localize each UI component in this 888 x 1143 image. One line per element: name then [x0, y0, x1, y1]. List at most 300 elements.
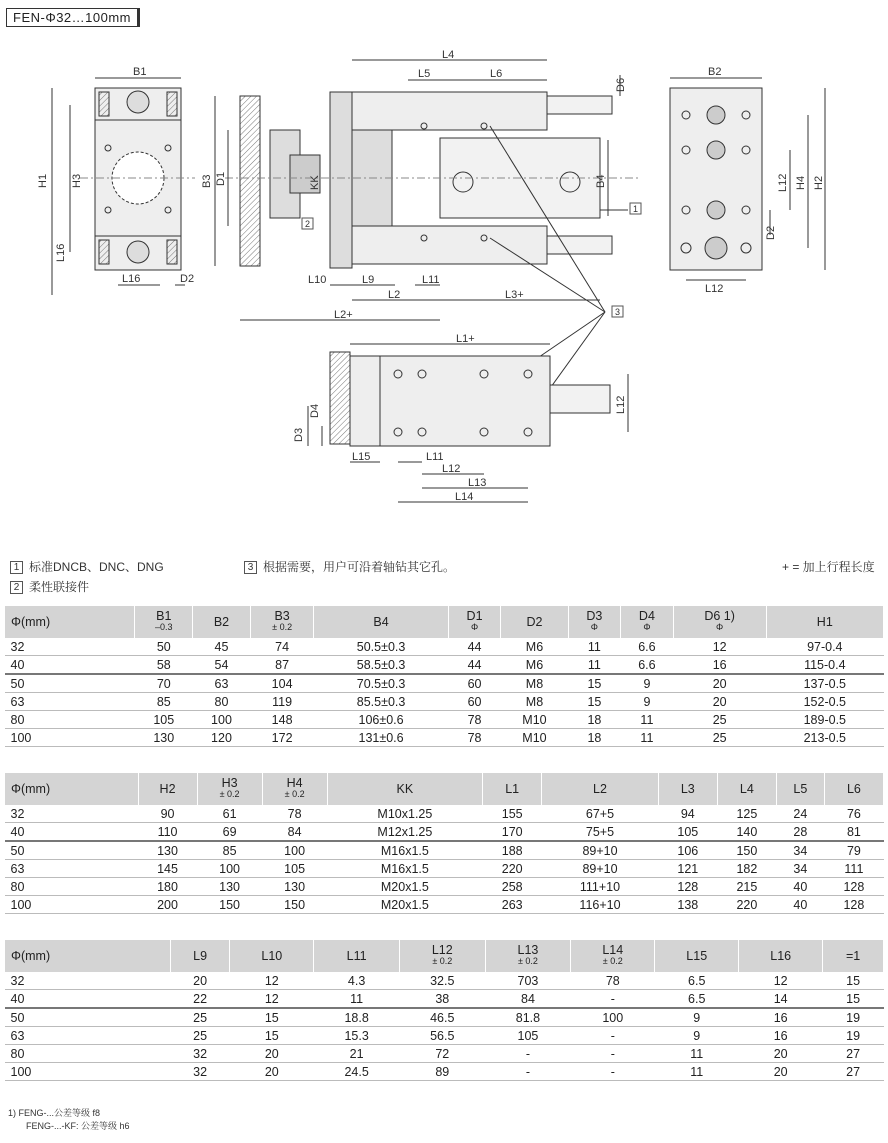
- header-sublabel: Φ: [643, 622, 651, 632]
- table-cell: 28: [776, 823, 824, 842]
- table-cell: 11: [568, 638, 621, 656]
- table-cell: 75+5: [542, 823, 659, 842]
- table-row: [5, 1063, 884, 1081]
- header-cell: [571, 940, 655, 972]
- table-cell: 78: [571, 972, 655, 990]
- header-label: L3: [680, 781, 695, 796]
- table-cell: 100: [197, 860, 262, 878]
- table-row: [5, 638, 884, 656]
- table-cell: 89+10: [542, 841, 659, 860]
- table-cell: 11: [314, 990, 400, 1009]
- header-sublabel: ± 0.2: [517, 956, 538, 966]
- table-cell: 105: [658, 823, 717, 842]
- table-cell: 111: [824, 860, 883, 878]
- table-cell: 20: [673, 693, 766, 711]
- table-cell: 106±0.6: [314, 711, 448, 729]
- dim-d3: D3: [293, 427, 305, 442]
- table-cell: 105: [135, 711, 193, 729]
- dim-d1: D1: [215, 171, 227, 186]
- table-cell: M16x1.5: [327, 841, 483, 860]
- table-cell: -: [571, 1045, 655, 1063]
- table-cell: 72: [399, 1045, 485, 1063]
- header-cell: [739, 940, 823, 972]
- header-label: L15: [686, 948, 708, 963]
- dim-b1-left: B1: [133, 66, 147, 78]
- table-cell: 38: [399, 990, 485, 1009]
- table-cell: 155: [483, 805, 542, 823]
- legend-item-1: 1 标准DNCB、DNC、DNG: [10, 558, 164, 575]
- dim-l13: L13: [468, 477, 487, 489]
- spec-table-3: [4, 940, 884, 1081]
- table-cell: 100: [5, 1063, 171, 1081]
- header-sublabel: ± 0.2: [432, 956, 453, 966]
- header-label: D3: [586, 609, 603, 623]
- header-cell: [193, 606, 251, 638]
- table-cell: 81.8: [485, 1008, 571, 1027]
- header-label: H1: [816, 614, 833, 629]
- header-label: L5: [793, 781, 808, 796]
- table-cell: 70: [135, 674, 193, 693]
- table-cell: 150: [717, 841, 776, 860]
- table-cell: 12: [230, 990, 314, 1009]
- header-cell: [621, 606, 674, 638]
- table-cell: 34: [776, 841, 824, 860]
- header-label: L6: [846, 781, 861, 796]
- dim-b3: B3: [201, 174, 213, 188]
- table-cell: 25: [673, 729, 766, 747]
- table-cell: 18: [568, 711, 621, 729]
- header-sublabel: Φ: [716, 622, 724, 632]
- table-cell: 100: [5, 896, 139, 914]
- header-cell: [766, 606, 883, 638]
- table-cell: 180: [138, 878, 197, 896]
- table-row: [5, 823, 884, 842]
- header-label: L11: [346, 948, 367, 963]
- table-cell: 189-0.5: [766, 711, 883, 729]
- table-cell: 50.5±0.3: [314, 638, 448, 656]
- table-cell: 32: [5, 972, 171, 990]
- table-cell: 76: [824, 805, 883, 823]
- table-cell: 60: [448, 674, 501, 693]
- table-cell: 140: [717, 823, 776, 842]
- table-cell: 40: [5, 823, 139, 842]
- header-label: L9: [193, 948, 208, 963]
- table-cell: 12: [230, 972, 314, 990]
- header-cell: [5, 606, 135, 638]
- header-label: L1: [505, 781, 520, 796]
- header-sublabel: –0.3: [155, 622, 173, 632]
- table-cell: 46.5: [399, 1008, 485, 1027]
- table-cell: 81: [824, 823, 883, 842]
- table-cell: 15.3: [314, 1027, 400, 1045]
- table-cell: 25: [170, 1008, 229, 1027]
- table-cell: 15: [230, 1008, 314, 1027]
- table-cell: 130: [138, 841, 197, 860]
- table-cell: 100: [571, 1008, 655, 1027]
- table-cell: 137-0.5: [766, 674, 883, 693]
- header-cell: [485, 940, 571, 972]
- table-cell: 32.5: [399, 972, 485, 990]
- header-cell: [542, 773, 659, 805]
- table-cell: 34: [776, 860, 824, 878]
- header-cell: [673, 606, 766, 638]
- table-cell: 150: [197, 896, 262, 914]
- table-cell: 111+10: [542, 878, 659, 896]
- dim-b4: B4: [595, 174, 607, 188]
- table-cell: 74: [250, 638, 314, 656]
- table-cell: 220: [483, 860, 542, 878]
- table-cell: 170: [483, 823, 542, 842]
- table-cell: 84: [485, 990, 571, 1009]
- table-cell: 215: [717, 878, 776, 896]
- table-row: [5, 990, 884, 1009]
- header-cell: [5, 940, 171, 972]
- header-label: H2: [159, 781, 176, 796]
- dim-l2: L2: [388, 289, 401, 301]
- table-cell: 15: [230, 1027, 314, 1045]
- table-cell: 80: [5, 711, 135, 729]
- table-cell: 11: [655, 1063, 739, 1081]
- dim-l15: L15: [352, 451, 371, 463]
- table-cell: 50: [5, 841, 139, 860]
- table-cell: 188: [483, 841, 542, 860]
- table-row: [5, 805, 884, 823]
- table-cell: 85: [197, 841, 262, 860]
- dim-h3: H3: [71, 173, 83, 188]
- table-cell: M8: [501, 693, 568, 711]
- table-cell: 44: [448, 656, 501, 675]
- legend-item-3: 3 根据需要，用户可沿着轴钻其它孔。: [244, 558, 455, 575]
- technical-drawing: [0, 30, 888, 530]
- table-row: [5, 656, 884, 675]
- header-cell: [262, 773, 327, 805]
- table-cell: M8: [501, 674, 568, 693]
- table-cell: 67+5: [542, 805, 659, 823]
- dim-l16-vert: L16: [55, 243, 67, 262]
- header-cell: [314, 606, 448, 638]
- dim-l1: L1+: [456, 333, 475, 345]
- header-label: L2: [593, 781, 607, 796]
- table-cell: 97-0.4: [766, 638, 883, 656]
- header-label: Φ(mm): [11, 781, 51, 796]
- table-row: [5, 674, 884, 693]
- table-row: [5, 896, 884, 914]
- dim-l11-top: L11: [426, 451, 444, 463]
- table-cell: -: [485, 1045, 571, 1063]
- table-cell: 6.5: [655, 990, 739, 1009]
- dim-h1: H1: [37, 173, 49, 188]
- table-cell: 22: [170, 990, 229, 1009]
- header-cell: [170, 940, 229, 972]
- header-label: H4: [286, 776, 303, 790]
- table-row: [5, 860, 884, 878]
- table-cell: 25: [673, 711, 766, 729]
- table-cell: M12x1.25: [327, 823, 483, 842]
- header-sublabel: ± 0.2: [219, 789, 240, 799]
- table-cell: 87: [250, 656, 314, 675]
- table-cell: 120: [193, 729, 251, 747]
- table-cell: 19: [823, 1008, 884, 1027]
- table-cell: 24.5: [314, 1063, 400, 1081]
- callout-3: 3: [615, 307, 621, 317]
- table-cell: 32: [170, 1045, 229, 1063]
- header-cell: [448, 606, 501, 638]
- table-cell: 69: [197, 823, 262, 842]
- table-cell: 40: [776, 878, 824, 896]
- table-cell: 15: [568, 674, 621, 693]
- table-cell: 138: [658, 896, 717, 914]
- table-row: [5, 693, 884, 711]
- header-sublabel: Φ: [590, 622, 598, 632]
- table-cell: 11: [621, 729, 674, 747]
- page-title: FEN-Φ32…100mm: [6, 8, 140, 27]
- dim-d2-left: D2: [180, 273, 195, 285]
- legend-plus-note: + = 加上行程长度: [782, 560, 875, 574]
- dim-l10: L10: [308, 274, 327, 286]
- table-cell: 12: [739, 972, 823, 990]
- table-cell: M10: [501, 729, 568, 747]
- table-cell: 85.5±0.3: [314, 693, 448, 711]
- table-cell: 15: [823, 972, 884, 990]
- table-cell: 25: [170, 1027, 229, 1045]
- header-cell: [135, 606, 193, 638]
- table-cell: 80: [193, 693, 251, 711]
- table-cell: 130: [197, 878, 262, 896]
- spec-table-2: [4, 773, 884, 914]
- header-cell: [399, 940, 485, 972]
- table-cell: 131±0.6: [314, 729, 448, 747]
- table-cell: M10x1.25: [327, 805, 483, 823]
- header-cell: [250, 606, 314, 638]
- header-label: L16: [770, 948, 792, 963]
- table-cell: 80: [5, 1045, 171, 1063]
- table-cell: 145: [138, 860, 197, 878]
- table-cell: 16: [739, 1008, 823, 1027]
- header-label: L4: [739, 781, 754, 796]
- dim-l14: L14: [455, 491, 474, 503]
- table-cell: 220: [717, 896, 776, 914]
- table-cell: 63: [193, 674, 251, 693]
- dim-l12-vert: L12: [777, 173, 789, 192]
- dim-l12-top: L12: [615, 395, 627, 414]
- header-label: L13: [517, 943, 539, 957]
- table-cell: 20: [739, 1063, 823, 1081]
- table-cell: 125: [717, 805, 776, 823]
- header-cell: [138, 773, 197, 805]
- table-cell: 84: [262, 823, 327, 842]
- dim-l4: L4: [442, 49, 455, 61]
- table-cell: M6: [501, 638, 568, 656]
- table-cell: 6.6: [621, 656, 674, 675]
- header-label: H3: [221, 776, 238, 790]
- header-cell: [655, 940, 739, 972]
- table-cell: M20x1.5: [327, 878, 483, 896]
- table-cell: 12: [673, 638, 766, 656]
- header-sublabel: Φ: [470, 622, 479, 632]
- table-cell: 11: [568, 656, 621, 675]
- table-cell: 100: [5, 729, 135, 747]
- table-cell: 20: [170, 972, 229, 990]
- dim-kk: KK: [309, 175, 321, 190]
- table-cell: 32: [5, 805, 139, 823]
- dim-b2: B2: [708, 66, 722, 78]
- table-cell: 40: [5, 990, 171, 1009]
- table-cell: 130: [135, 729, 193, 747]
- dim-l6: L6: [490, 68, 503, 80]
- header-label: D6 1): [704, 609, 735, 623]
- table-cell: 16: [673, 656, 766, 675]
- table-cell: 6.5: [655, 972, 739, 990]
- dim-h4: H4: [795, 175, 807, 190]
- table-cell: 58: [135, 656, 193, 675]
- header-cell: [658, 773, 717, 805]
- header-cell: [197, 773, 262, 805]
- table-cell: 63: [5, 1027, 171, 1045]
- table-cell: 63: [5, 693, 135, 711]
- table-cell: M10: [501, 711, 568, 729]
- table-cell: 9: [621, 693, 674, 711]
- header-label: D2: [526, 614, 543, 629]
- table-cell: 58.5±0.3: [314, 656, 448, 675]
- header-cell: [824, 773, 883, 805]
- table-cell: 14: [739, 990, 823, 1009]
- table-cell: 20: [230, 1045, 314, 1063]
- table-cell: 9: [655, 1027, 739, 1045]
- table-cell: 45: [193, 638, 251, 656]
- table-row: [5, 841, 884, 860]
- table-cell: 4.3: [314, 972, 400, 990]
- dim-d4: D4: [309, 403, 321, 418]
- table-cell: 213-0.5: [766, 729, 883, 747]
- table-cell: 6.6: [621, 638, 674, 656]
- table-cell: 105: [485, 1027, 571, 1045]
- table-cell: 172: [250, 729, 314, 747]
- table-cell: 40: [776, 896, 824, 914]
- table-row: [5, 1027, 884, 1045]
- header-label: B4: [373, 614, 389, 629]
- table-cell: 15: [568, 693, 621, 711]
- header-label: Φ(mm): [11, 614, 51, 629]
- table-cell: 152-0.5: [766, 693, 883, 711]
- header-label: D4: [638, 609, 655, 623]
- table-cell: -: [571, 1027, 655, 1045]
- table-cell: 54: [193, 656, 251, 675]
- header-label: B2: [213, 614, 230, 629]
- footnote-2: FENG-...-KF: 公差等级 h6: [26, 1121, 130, 1131]
- header-cell: [501, 606, 568, 638]
- table-cell: 148: [250, 711, 314, 729]
- table-cell: 50: [135, 638, 193, 656]
- table-cell: 56.5: [399, 1027, 485, 1045]
- table-cell: 60: [448, 693, 501, 711]
- table-cell: 11: [655, 1045, 739, 1063]
- table-cell: 128: [824, 878, 883, 896]
- table-cell: 32: [5, 638, 135, 656]
- header-label: KK: [396, 781, 414, 796]
- callout-2: 2: [305, 219, 311, 229]
- table-cell: 27: [823, 1045, 884, 1063]
- table-cell: 80: [5, 878, 139, 896]
- table-cell: 85: [135, 693, 193, 711]
- header-cell: [568, 606, 621, 638]
- legend-item-2: 2 柔性联接件: [10, 578, 89, 595]
- header-label: D1: [466, 609, 483, 623]
- dim-l11-side: L11: [422, 274, 440, 286]
- table-cell: -: [571, 990, 655, 1009]
- table-cell: 258: [483, 878, 542, 896]
- table-cell: M20x1.5: [327, 896, 483, 914]
- table-cell: 9: [655, 1008, 739, 1027]
- table-row: [5, 878, 884, 896]
- table-cell: -: [571, 1063, 655, 1081]
- table-cell: -: [485, 1063, 571, 1081]
- table-cell: 119: [250, 693, 314, 711]
- table-row: [5, 729, 884, 747]
- table-cell: 200: [138, 896, 197, 914]
- table-cell: 50: [5, 1008, 171, 1027]
- header-cell: [314, 940, 400, 972]
- table-cell: 128: [824, 896, 883, 914]
- table-cell: 79: [824, 841, 883, 860]
- table-cell: 20: [739, 1045, 823, 1063]
- dim-h2: H2: [813, 175, 825, 190]
- table-row: [5, 1008, 884, 1027]
- table-cell: 128: [658, 878, 717, 896]
- header-cell: [776, 773, 824, 805]
- table-cell: 121: [658, 860, 717, 878]
- table-cell: 11: [621, 711, 674, 729]
- dim-d2-right: D2: [765, 225, 777, 240]
- header-sublabel: ± 0.2: [272, 622, 293, 632]
- table-cell: 100: [193, 711, 251, 729]
- table-cell: 263: [483, 896, 542, 914]
- dim-d6: D6: [615, 77, 627, 92]
- header-cell: [230, 940, 314, 972]
- table-cell: 130: [262, 878, 327, 896]
- callout-1: 1: [633, 204, 639, 214]
- table-cell: 89+10: [542, 860, 659, 878]
- header-label: B3: [274, 609, 290, 623]
- table-cell: 106: [658, 841, 717, 860]
- header-label: L10: [261, 948, 283, 963]
- dim-l9: L9: [362, 274, 375, 286]
- table-cell: 703: [485, 972, 571, 990]
- header-label: B1: [156, 609, 172, 623]
- table-cell: 9: [621, 674, 674, 693]
- table-row: [5, 1045, 884, 1063]
- table-cell: 63: [5, 860, 139, 878]
- table-cell: 104: [250, 674, 314, 693]
- table-cell: 150: [262, 896, 327, 914]
- header-sublabel: ± 0.2: [602, 956, 623, 966]
- table-cell: 78: [448, 711, 501, 729]
- header-label: Φ(mm): [11, 948, 51, 963]
- table-row: [5, 972, 884, 990]
- table-cell: 94: [658, 805, 717, 823]
- table-row: [5, 711, 884, 729]
- table-cell: 20: [230, 1063, 314, 1081]
- table-cell: 105: [262, 860, 327, 878]
- table-cell: 110: [138, 823, 197, 842]
- table-cell: 32: [170, 1063, 229, 1081]
- dim-l16-horiz: L16: [122, 273, 141, 285]
- table-cell: 61: [197, 805, 262, 823]
- header-label: L12: [431, 943, 453, 957]
- table-cell: 115-0.4: [766, 656, 883, 675]
- table-cell: 21: [314, 1045, 400, 1063]
- header-label: =1: [845, 948, 861, 963]
- table-cell: 16: [739, 1027, 823, 1045]
